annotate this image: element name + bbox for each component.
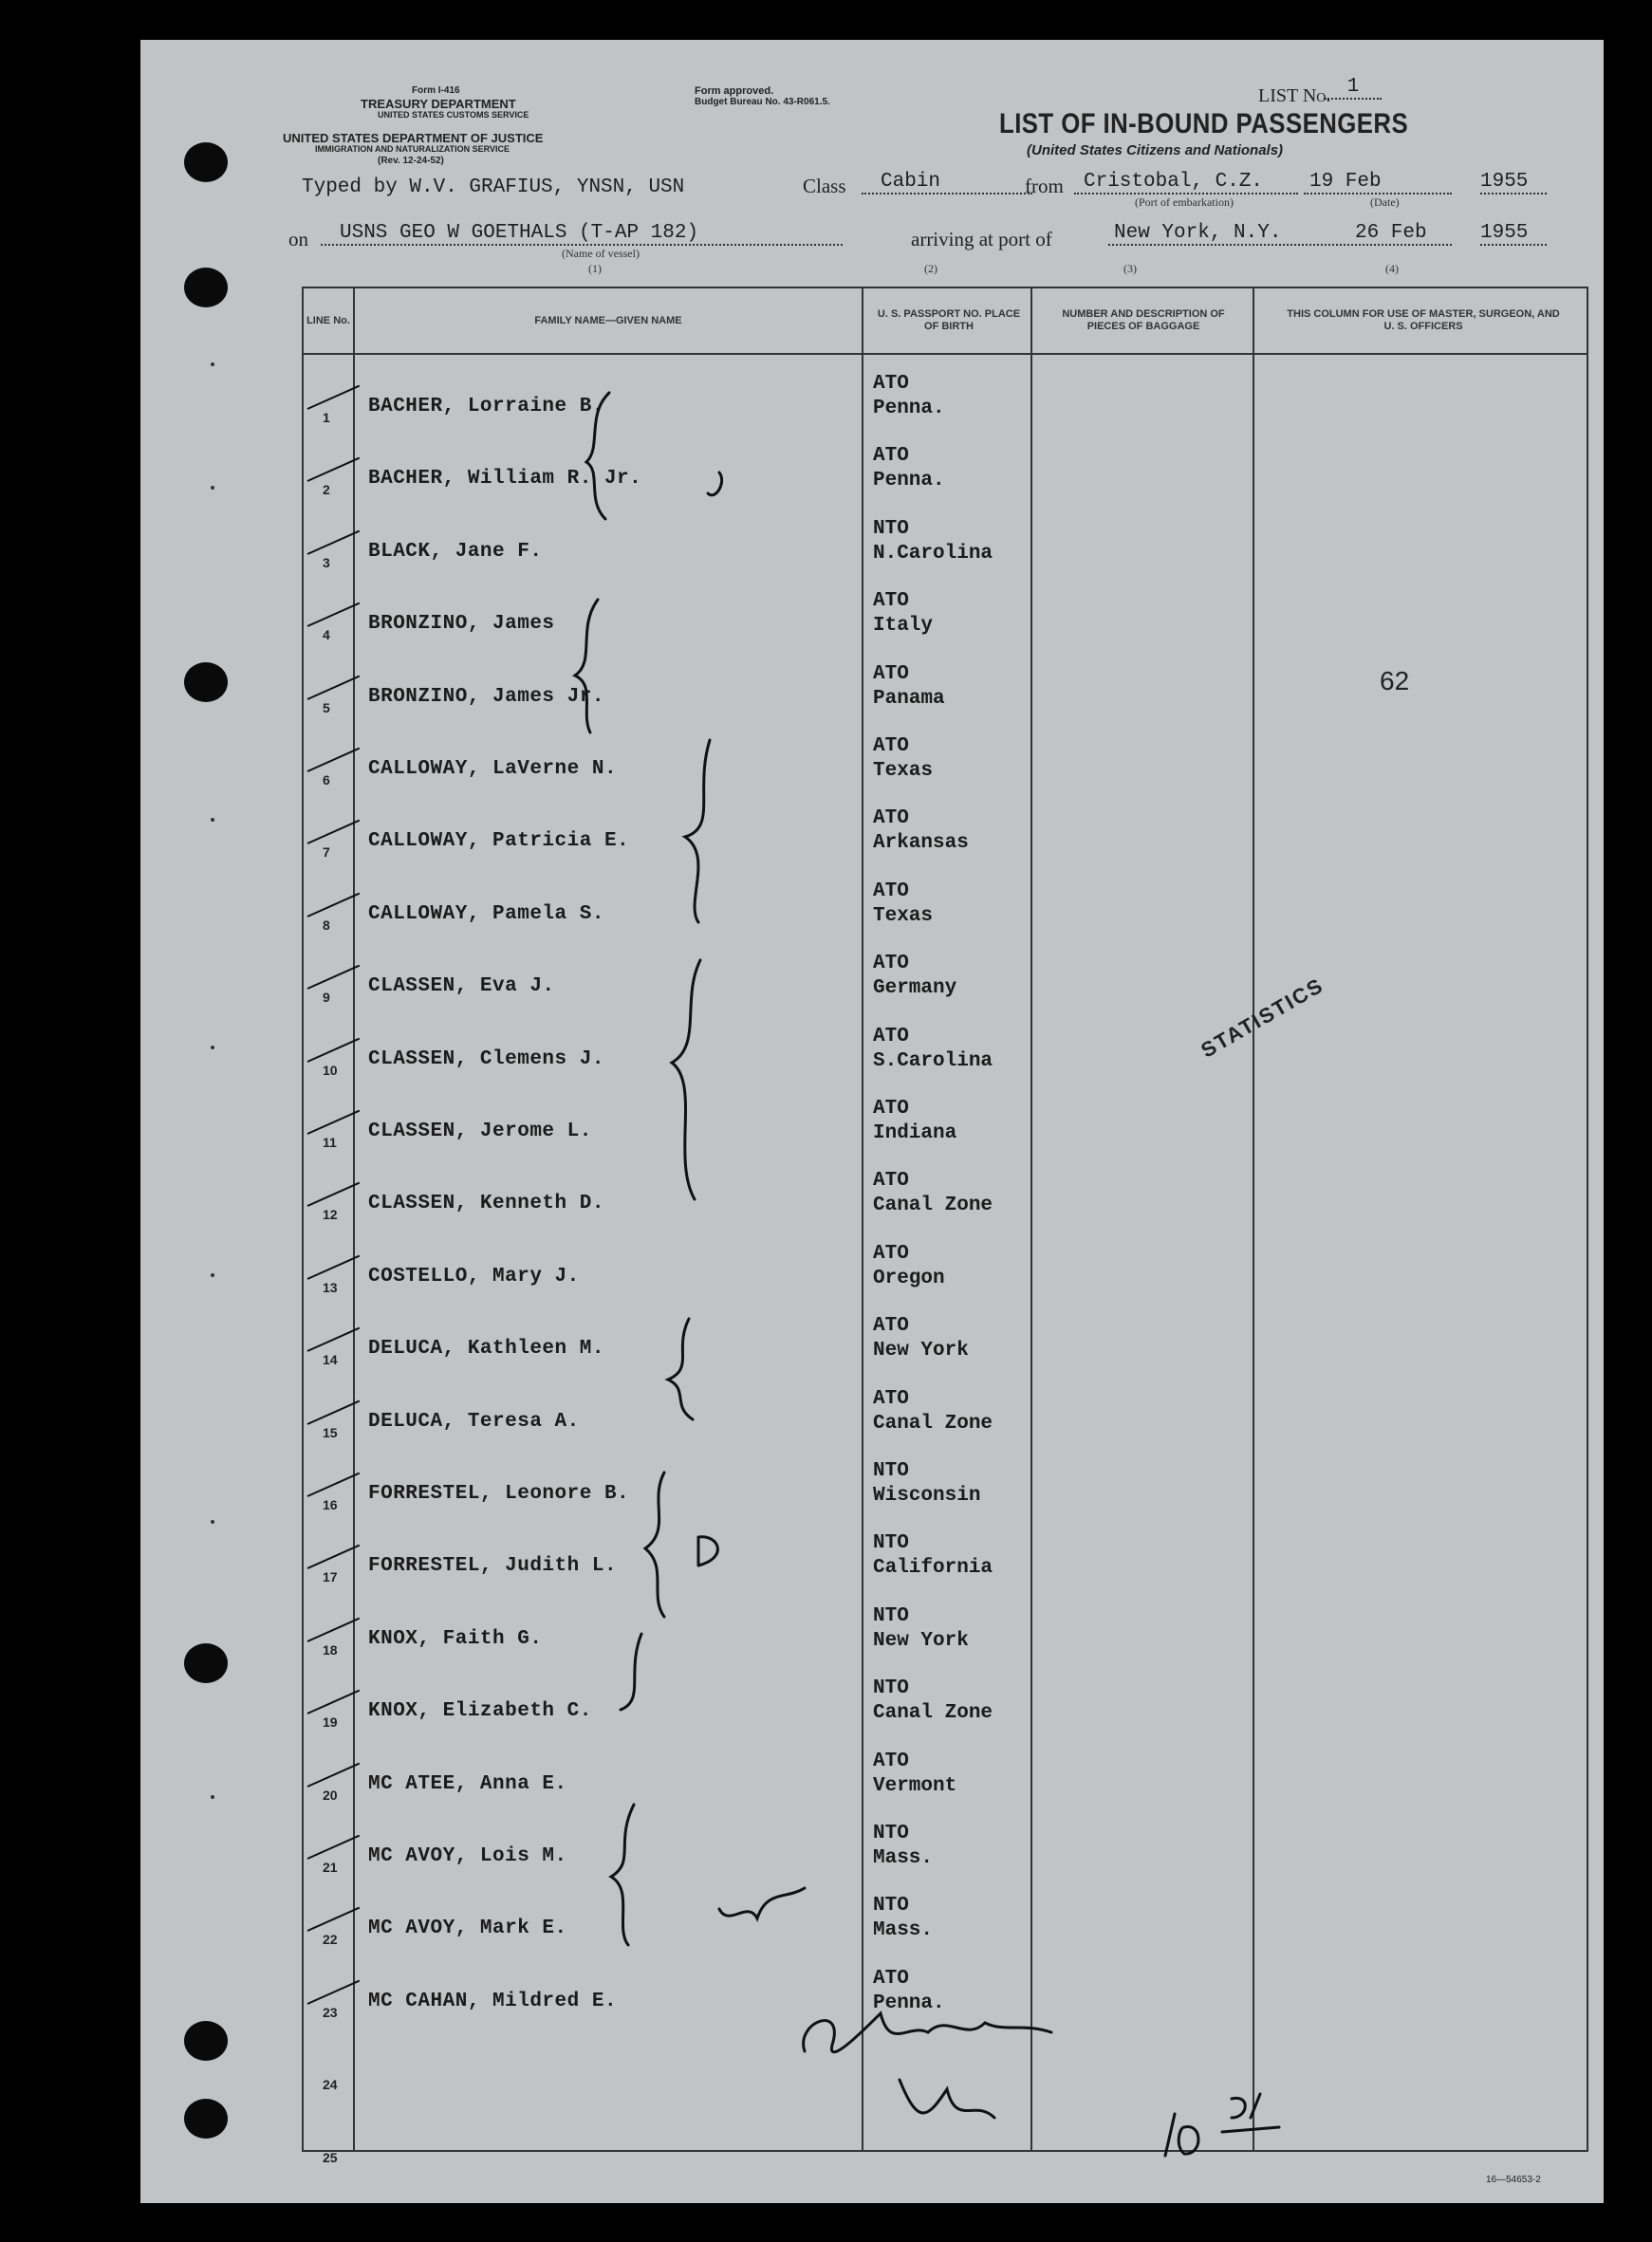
birth-place: Mass. [873,1847,934,1869]
bracket-mark [672,960,700,1199]
line-number: 20 [323,1787,338,1803]
bracket-mark [586,393,609,519]
passport-status: NTO [873,1823,909,1844]
passenger-name: DELUCA, Teresa A. [368,1410,580,1433]
line-number: 5 [323,699,330,715]
line-number: 13 [323,1279,338,1295]
line-number: 10 [323,1062,338,1078]
budget-bureau-no: Budget Bureau No. 43-R061.5. [695,97,830,107]
line-number: 18 [323,1641,338,1658]
passenger-name: MC AVOY, Lois M. [368,1845,567,1867]
passenger-name: BLACK, Jane F. [368,540,543,563]
passport-status: ATO [873,590,909,613]
date-caption: (Date) [1370,195,1400,209]
birth-place: Texas [873,904,934,927]
col-ref-1: (1) [588,262,602,275]
class-value: Cabin [862,171,1032,195]
header-line-no: LINE No. [306,314,350,326]
passenger-name: DELUCA, Kathleen M. [368,1338,604,1361]
justice-dept: UNITED STATES DEPARTMENT OF JUSTICE [283,131,544,145]
passenger-name: BACHER, Lorraine B. [368,396,604,417]
line-number: 23 [323,2004,338,2020]
line-number: 15 [323,1424,338,1440]
bracket-mark [621,1634,641,1710]
line-number: 6 [323,772,330,787]
birth-place: Canal Zone [873,1412,993,1435]
passport-status: ATO [873,1170,909,1193]
birth-place: Oregon [873,1267,945,1289]
passenger-name: COSTELLO, Mary J. [368,1265,580,1288]
bracket-mark [685,740,710,922]
officer-number: 62 [1380,666,1410,695]
passenger-name: CLASSEN, Jerome L. [368,1121,592,1142]
arriving-label: arriving at port of [911,228,1052,250]
passport-status: ATO [873,735,909,757]
line-number: 3 [323,554,330,570]
passenger-name: KNOX, Elizabeth C. [368,1700,592,1723]
d-mark [698,1537,717,1566]
passport-status: ATO [873,1098,909,1120]
list-no-value: 1 [1325,76,1382,100]
passenger-name: BRONZINO, James [368,613,555,636]
initial-mark [900,2080,994,2118]
passenger-name: MC AVOY, Mark E. [368,1918,567,1940]
line-number: 4 [323,627,330,643]
embarkation-port: Cristobal, C.Z. [1074,171,1298,195]
passport-status: ATO [873,953,909,975]
class-label: Class [803,175,846,197]
fee-mark [1165,2114,1198,2156]
passport-status: ATO [873,445,909,468]
header-officers: THIS COLUMN FOR USE OF MASTER, SURGEON, AND U. S. OFFICERS [1287,308,1560,332]
passport-status: ATO [873,1967,909,1990]
line-number: 7 [323,844,330,861]
form-number: Form I-416 [412,85,460,96]
departure-date: 19 Feb [1304,171,1452,195]
vessel-name: USNS GEO W GOETHALS (T-AP 182) [321,222,843,246]
form-approved: Form approved. [695,85,774,97]
from-label: from [1025,175,1064,197]
passport-status: ATO [873,1025,909,1047]
birth-place: New York [873,1340,969,1362]
passport-status: ATO [873,1750,909,1772]
passenger-name: CLASSEN, Kenneth D. [368,1193,604,1215]
birth-place: N.Carolina [873,542,993,565]
page-title: LIST OF IN-BOUND PASSENGERS [999,108,1409,139]
line-number: 25 [323,2149,338,2165]
birth-place: New York [873,1629,969,1652]
line-number: 14 [323,1352,338,1368]
header-baggage: NUMBER AND DESCRIPTION OF PIECES OF BAGGAGE [1062,308,1225,332]
line-number: 8 [323,917,330,933]
passport-status: NTO [873,1532,909,1555]
birth-place: Penna. [873,398,945,419]
header-family-name: FAMILY NAME—GIVEN NAME [534,314,682,326]
birth-place: Penna. [873,470,945,492]
bracket-mark [645,1473,664,1617]
on-label: on [288,228,308,250]
line-number: 1 [323,410,330,425]
passenger-name: BACHER, William R. Jr. [368,468,642,491]
line-number: 21 [323,1860,338,1875]
passport-status: ATO [873,662,909,685]
birth-place: Canal Zone [873,1702,993,1725]
birth-place: Arkansas [873,832,969,855]
passenger-name: CLASSEN, Eva J. [368,975,555,998]
typed-by: Typed by W.V. GRAFIUS, YNSN, USN [302,176,685,198]
signature-mark [804,2013,1051,2052]
handwritten-marks [140,40,1604,2203]
line-number: 9 [323,990,330,1006]
passport-status: NTO [873,517,909,540]
birth-place: Wisconsin [873,1485,981,1507]
bracket-mark [575,600,598,732]
line-number: 11 [323,1135,337,1150]
vessel-caption: (Name of vessel) [562,247,640,260]
passport-status: ATO [873,1242,909,1265]
line-number: 12 [323,1207,338,1223]
line-number: 24 [323,2077,338,2093]
passport-status: NTO [873,1677,909,1700]
passenger-name: KNOX, Faith G. [368,1627,543,1650]
birth-place: S.Carolina [873,1049,993,1072]
passport-status: ATO [873,880,909,902]
birth-place: California [873,1557,993,1580]
departure-year: 1955 [1480,171,1547,195]
birth-place: Germany [873,977,957,1000]
birth-place: Vermont [873,1774,957,1797]
col-ref-2: (2) [924,262,937,275]
passport-status: ATO [873,1315,909,1338]
statistics-stamp: STATISTICS [1197,973,1328,1063]
arrival-year: 1955 [1480,222,1547,246]
passenger-name: FORRESTEL, Judith L. [368,1555,618,1578]
passenger-name: CLASSEN, Clemens J. [368,1047,604,1070]
revision-date: (Rev. 12-24-52) [378,156,444,166]
bracket-mark [611,1805,634,1945]
passport-status: ATO [873,1387,909,1410]
customs-service: UNITED STATES CUSTOMS SERVICE [378,110,529,120]
birth-place: Mass. [873,1919,934,1942]
initial-mark [719,1888,805,1918]
birth-place: Indiana [873,1122,957,1144]
col-ref-3: (3) [1123,262,1137,275]
page-subtitle: (United States Citizens and Nationals) [1027,142,1284,158]
line-number: 17 [323,1569,338,1585]
footer-code: 16—54653-2 [1486,2175,1541,2185]
line-number: 16 [323,1497,338,1512]
passenger-name: MC CAHAN, Mildred E. [368,1990,618,2012]
line-number: 19 [323,1714,338,1731]
birth-place: Penna. [873,1992,945,2014]
arrival-date: 26 Feb [1355,222,1427,244]
bracket-mark [708,472,722,495]
passenger-manifest-page [140,40,1604,2203]
list-no-label: LIST No. [1258,85,1331,106]
treasury-dept: TREASURY DEPARTMENT [361,97,516,111]
passport-status: ATO [873,373,909,395]
passport-status: NTO [873,1895,909,1918]
passenger-name: CALLOWAY, Pamela S. [368,902,604,925]
bracket-mark [668,1319,693,1419]
fee-mark [1222,2094,1279,2132]
passport-status: NTO [873,1460,909,1482]
passenger-name: BRONZINO, James Jr. [368,685,604,708]
col-ref-4: (4) [1385,262,1399,275]
passenger-name: CALLOWAY, Patricia E. [368,830,630,853]
line-number: 2 [323,482,330,498]
passenger-name: FORRESTEL, Leonore B. [368,1483,630,1505]
birth-place: Canal Zone [873,1195,993,1217]
passport-status: ATO [873,807,909,830]
header-passport: U. S. PASSPORT NO. PLACE OF BIRTH [877,308,1021,332]
birth-place: Texas [873,760,934,782]
ins-service: IMMIGRATION AND NATURALIZATION SERVICE [315,144,510,154]
passenger-name: CALLOWAY, LaVerne N. [368,758,618,780]
arrival-port: New York, N.Y. [1108,222,1452,246]
embarkation-caption: (Port of embarkation) [1135,195,1234,209]
passport-status: NTO [873,1604,909,1627]
passenger-name: MC ATEE, Anna E. [368,1772,567,1795]
line-number: 22 [323,1932,338,1948]
birth-place: Panama [873,687,945,710]
birth-place: Italy [873,615,934,638]
